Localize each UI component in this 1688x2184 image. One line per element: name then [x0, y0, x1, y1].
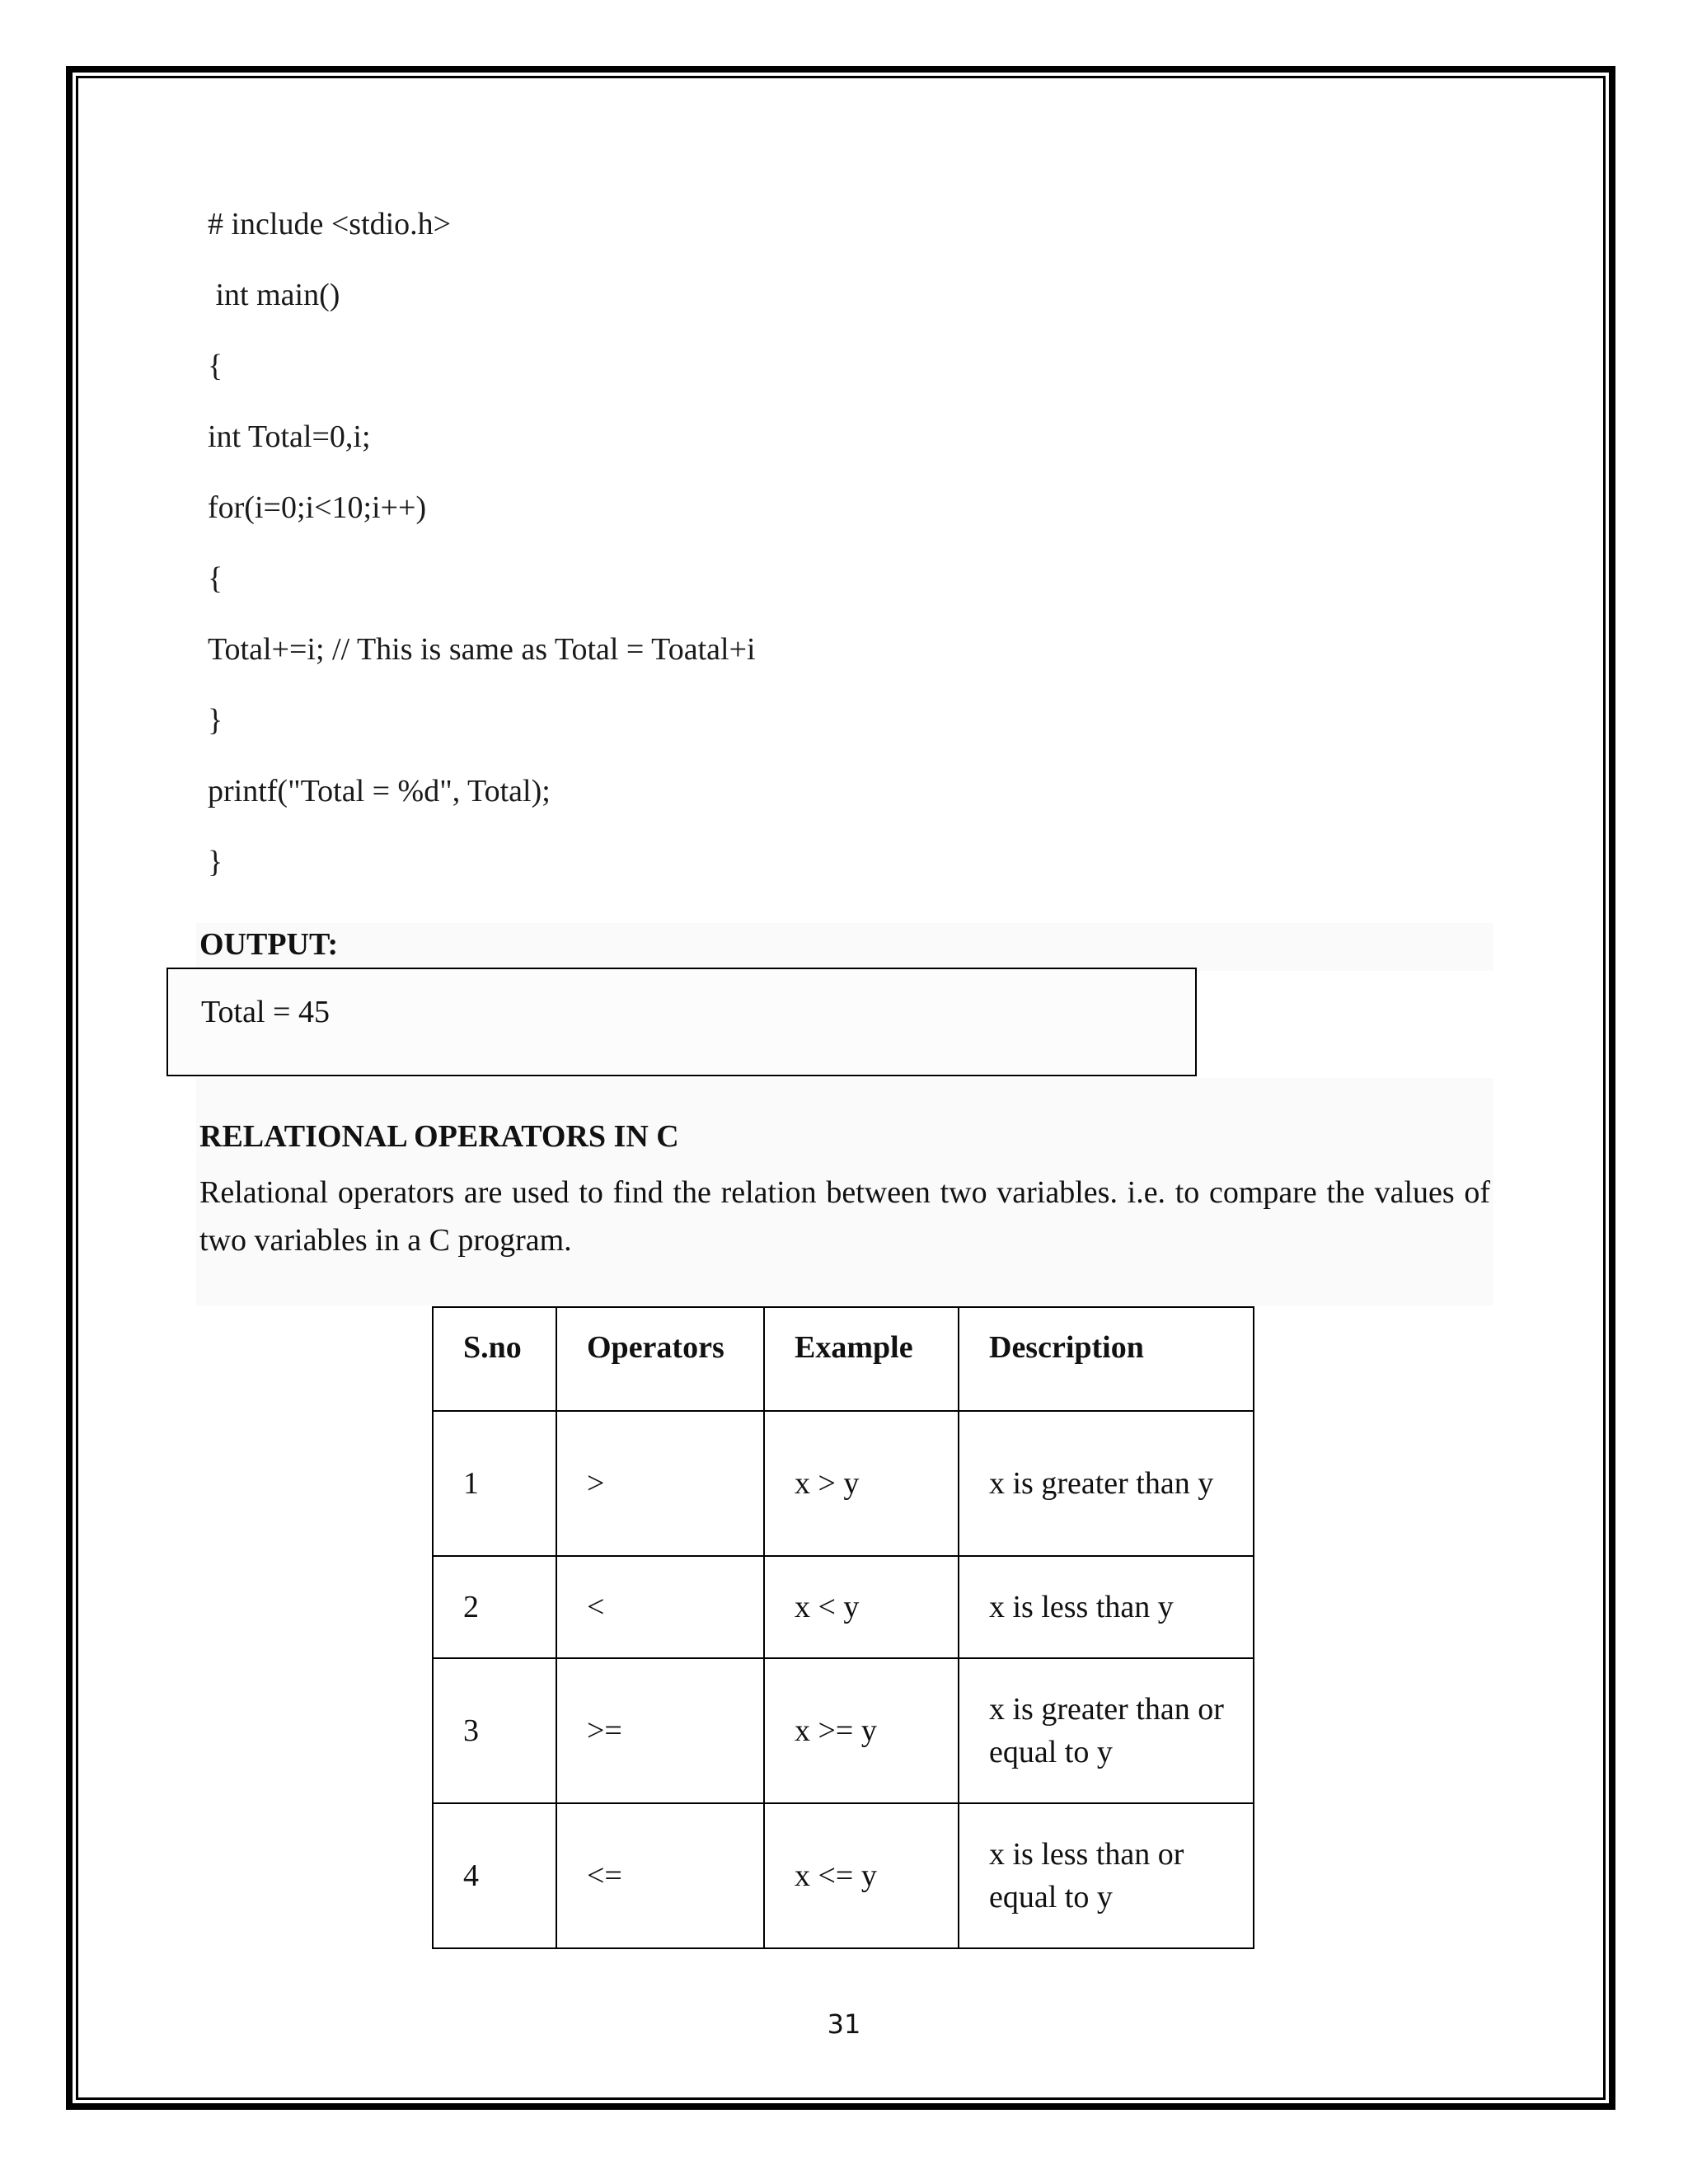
table-cell: x is less than y: [959, 1556, 1254, 1658]
table-header-cell: S.no: [433, 1307, 556, 1411]
table-cell: x is less than or equal to y: [959, 1803, 1254, 1948]
output-text: Total = 45: [201, 995, 330, 1029]
table-header-row: [433, 1307, 1254, 1411]
code-line: int Total=0,i;: [208, 419, 371, 454]
relational-operators-table: [432, 1306, 1254, 1949]
code-line: {: [208, 349, 223, 383]
table-header-cell: Example: [764, 1307, 959, 1411]
table-row: [433, 1556, 1254, 1658]
table-cell: <: [556, 1556, 764, 1658]
table-header-cell: Operators: [556, 1307, 764, 1411]
code-line: printf("Total = %d", Total);: [208, 774, 551, 808]
page-number: 31: [827, 2008, 861, 2040]
table-cell: x <= y: [764, 1803, 959, 1948]
table-cell: x < y: [764, 1556, 959, 1658]
output-heading: OUTPUT:: [199, 927, 339, 962]
code-line: int main(): [208, 278, 340, 312]
code-line: # include <stdio.h>: [208, 207, 452, 241]
code-line: }: [208, 703, 223, 738]
table-cell: x > y: [764, 1411, 959, 1556]
section-title: RELATIONAL OPERATORS IN C: [199, 1119, 679, 1154]
table-cell: 2: [433, 1556, 556, 1658]
table-cell: 1: [433, 1411, 556, 1556]
table-header-cell: Description: [959, 1307, 1254, 1411]
section-paragraph: Relational operators are used to find the relation between two variables. i.e. to compare the values of two variables in a C program.: [199, 1175, 1490, 1258]
output-box: [166, 968, 1197, 1076]
table-row: [433, 1803, 1254, 1948]
output-heading-band: [196, 923, 1493, 971]
code-line: {: [208, 561, 223, 596]
code-line: }: [208, 845, 223, 879]
table-cell: 3: [433, 1658, 556, 1803]
table-cell: x >= y: [764, 1658, 959, 1803]
code-line: Total+=i; // This is same as Total = Toatal+i: [208, 632, 756, 667]
table-cell: <=: [556, 1803, 764, 1948]
table-cell: x is greater than or equal to y: [959, 1658, 1254, 1803]
table-cell: >=: [556, 1658, 764, 1803]
table-cell: >: [556, 1411, 764, 1556]
code-line: for(i=0;i<10;i++): [208, 490, 427, 525]
table-row: [433, 1658, 1254, 1803]
table-cell: 4: [433, 1803, 556, 1948]
table-row: [433, 1411, 1254, 1556]
table-cell: x is greater than y: [959, 1411, 1254, 1556]
